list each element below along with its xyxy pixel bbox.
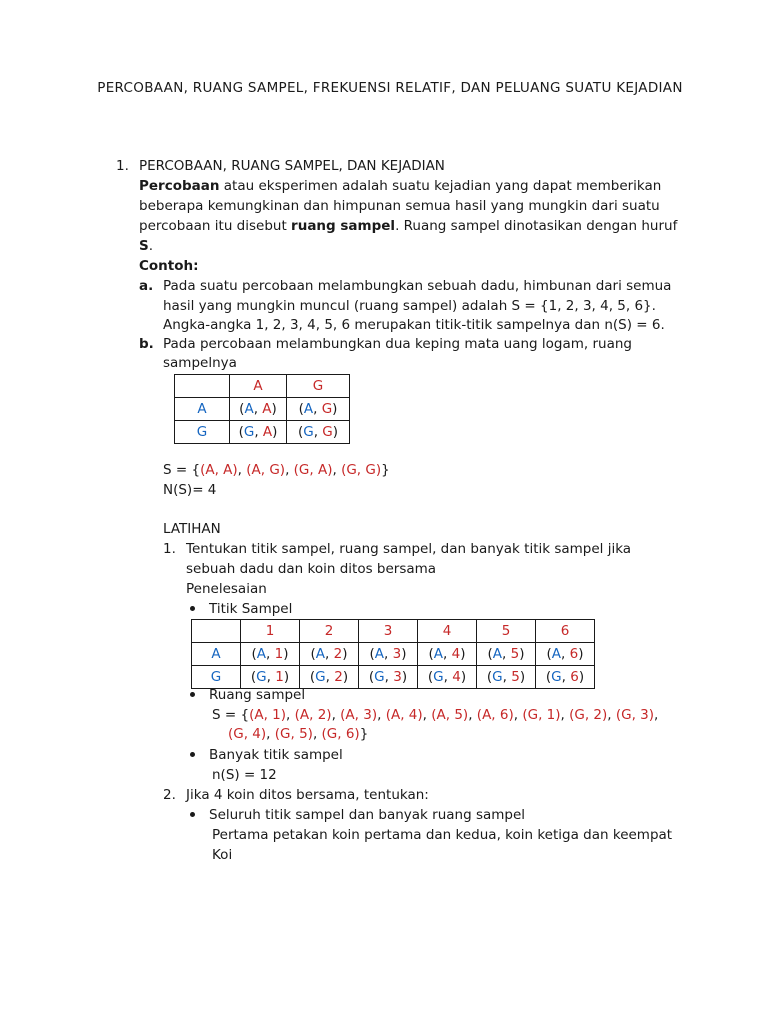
pair-second: 3: [393, 669, 402, 685]
dice-table-cell: [359, 666, 418, 689]
item-b-marker: b.: [139, 336, 154, 352]
sample-point: (A, 2): [294, 707, 332, 723]
pair-comma: ,: [253, 401, 263, 417]
bullet-ruang-sampel: [190, 685, 305, 705]
pair-second: 3: [392, 646, 402, 662]
dice-table-cell: [477, 643, 536, 666]
sample-point: [487, 669, 525, 685]
dice-table-row-label: A: [192, 643, 241, 666]
paren-open: (: [238, 424, 244, 440]
coin-table-cell: [287, 421, 350, 444]
paren-close: ): [401, 669, 408, 685]
paren-open: (: [546, 646, 552, 662]
pair-first: G: [374, 669, 385, 685]
pair-second: A: [262, 424, 273, 440]
paren-open: (: [297, 424, 304, 440]
table-row: [175, 398, 350, 421]
bullet-titik-sampel-label: Titik Sampel: [209, 601, 293, 617]
sample-count-coins: N(S)= 4: [163, 482, 217, 498]
dice-table-header-cell: [192, 620, 241, 643]
sample-point: [239, 424, 278, 440]
pair-first: A: [492, 646, 503, 662]
pair-first: A: [303, 401, 314, 417]
paren-close: ): [271, 401, 277, 417]
pair-comma: ,: [325, 669, 335, 685]
pair-first: G: [256, 669, 267, 685]
sample-point: (G, G): [341, 462, 382, 478]
dice-table-header-row: [192, 620, 595, 643]
sample-point: (A, 3): [340, 707, 378, 723]
sample-point: (G, 2): [569, 707, 608, 723]
pair-comma: ,: [443, 646, 452, 662]
exercise-2-line-2: Pertama petakan koin pertama dan kedua, koin ketiga dan keempat: [212, 827, 673, 843]
sample-count-dice: n(S) = 12: [212, 767, 277, 783]
sample-space-line-1: [212, 705, 658, 725]
sample-point: (A, 4): [385, 707, 423, 723]
separator: ,: [513, 707, 523, 723]
sample-point: (G, 1): [522, 707, 561, 723]
separator: ,: [312, 726, 322, 742]
coin-table-header-cell: [175, 375, 230, 398]
coin-table-cell: [230, 398, 287, 421]
sample-point: [239, 401, 277, 417]
sample-point: [428, 669, 466, 685]
pair-first: G: [433, 669, 444, 685]
pair-comma: ,: [313, 424, 323, 440]
bullet-icon: [190, 752, 195, 757]
exercise-1-number: 1.: [163, 541, 176, 557]
item-a-line-2: hasil yang mungkin muncul (ruang sampel) adalah S = {1, 2, 3, 4, 5, 6}.: [163, 298, 656, 314]
pair-comma: ,: [313, 401, 322, 417]
paren-open: (: [250, 669, 257, 685]
sample-point: [429, 646, 466, 662]
dice-table-cell: [418, 666, 477, 689]
pair-first: A: [315, 646, 326, 662]
sample-point: (G, A): [293, 462, 333, 478]
pair-second: A: [262, 401, 272, 417]
pair-comma: ,: [561, 646, 570, 662]
sample-point: [252, 646, 289, 662]
dice-table-cell: [477, 666, 536, 689]
set-open: S = {: [163, 462, 201, 478]
pair-comma: ,: [325, 646, 334, 662]
exercise-1-line-1: Tentukan titik sampel, ruang sampel, dan banyak titik sampel jika: [186, 541, 632, 557]
sample-point: (G, 6): [321, 726, 360, 742]
sample-point: [546, 669, 584, 685]
dice-table-cell: [359, 643, 418, 666]
paren-close: ): [460, 646, 466, 662]
exercise-2-line-1: Jika 4 koin ditos bersama, tentukan:: [186, 787, 429, 803]
item-b-line-2: sampelnya: [163, 355, 237, 371]
pair-comma: ,: [502, 646, 511, 662]
document-title: PERCOBAAN, RUANG SAMPEL, FREKUENSI RELATIF, DAN PELUANG SUATU KEJADIAN: [97, 80, 683, 96]
bullet-banyak-titik-label: Banyak titik sampel: [209, 747, 343, 763]
coin-table-header-cell: A: [230, 375, 287, 398]
set-close: }: [359, 726, 369, 742]
pair-comma: ,: [384, 669, 394, 685]
exercise-1-solution-label: Penelesaian: [186, 581, 267, 597]
paren-open: (: [310, 646, 316, 662]
item-a-line-3: Angka-angka 1, 2, 3, 4, 5, 6 merupakan titik-titik sampelnya dan n(S) = 6.: [163, 317, 665, 333]
definition-text-3b: . Ruang sampel dinotasikan dengan huruf: [395, 218, 678, 234]
paren-close: ): [578, 646, 584, 662]
pair-second: 1: [275, 669, 284, 685]
pair-second: 1: [274, 646, 284, 662]
exercise-1-line-2: sebuah dadu dan koin ditos bersama: [186, 561, 437, 577]
coin-table-header-cell: G: [287, 375, 350, 398]
separator: ,: [237, 462, 247, 478]
pair-first: G: [315, 669, 326, 685]
pair-first: G: [243, 424, 255, 440]
dice-table-cell: [300, 643, 359, 666]
pair-comma: ,: [502, 669, 512, 685]
paren-close: ): [342, 646, 348, 662]
pair-second: 5: [511, 669, 520, 685]
paren-open: (: [487, 646, 493, 662]
paren-open: (: [545, 669, 552, 685]
paren-close: ): [519, 669, 526, 685]
coin-table-header-row: [175, 375, 350, 398]
pair-first: A: [374, 646, 385, 662]
bullet-ruang-sampel-label: Ruang sampel: [209, 687, 306, 703]
separator: ,: [285, 462, 294, 478]
definition-line-3: [139, 216, 677, 236]
coin-sample-table: [174, 374, 350, 444]
pair-first: A: [256, 646, 267, 662]
dice-table-header-cell: 6: [536, 620, 595, 643]
paren-open: (: [369, 646, 375, 662]
pair-first: A: [551, 646, 562, 662]
paren-open: (: [486, 669, 493, 685]
dice-table-cell: [418, 643, 477, 666]
sample-point: [369, 669, 407, 685]
sample-point: [299, 401, 338, 417]
paren-close: ): [401, 646, 407, 662]
notation-s: S: [139, 238, 149, 254]
exercise-2-line-3: Koi: [212, 847, 233, 863]
pair-comma: ,: [384, 646, 393, 662]
sample-point: (A, A): [200, 462, 238, 478]
dice-table-header-cell: 1: [241, 620, 300, 643]
pair-comma: ,: [254, 424, 263, 440]
set-open: S = {: [212, 707, 250, 723]
dice-table-cell: [536, 643, 595, 666]
separator: ,: [377, 707, 386, 723]
pair-comma: ,: [443, 669, 453, 685]
separator: ,: [607, 707, 616, 723]
dice-table-cell: [241, 643, 300, 666]
pair-second: 6: [570, 669, 579, 685]
latihan-heading: LATIHAN: [163, 521, 221, 537]
bullet-icon: [190, 812, 195, 817]
sample-point: [251, 669, 289, 685]
term-percobaan: Percobaan: [139, 178, 220, 194]
coin-table-cell: [230, 421, 287, 444]
item-a-line-1: Pada suatu percobaan melambungkan sebuah dadu, himbunan dari semua: [163, 278, 672, 294]
sample-point: (G, 4): [228, 726, 267, 742]
pair-first: A: [433, 646, 444, 662]
pair-first: A: [244, 401, 254, 417]
bullet-icon: [190, 606, 195, 611]
definition-line-4: [139, 236, 153, 256]
term-ruang-sampel: ruang sampel: [291, 218, 396, 234]
bullet-icon: [190, 692, 195, 697]
paren-close: ): [342, 669, 349, 685]
pair-second: 6: [569, 646, 579, 662]
sample-point: (G, 5): [274, 726, 313, 742]
dice-table-header-cell: 3: [359, 620, 418, 643]
pair-second: G: [321, 401, 333, 417]
dice-coin-sample-table: [191, 619, 595, 689]
pair-comma: ,: [561, 669, 571, 685]
paren-open: (: [427, 669, 434, 685]
separator: ,: [560, 707, 570, 723]
bullet-titik-sampel: [190, 599, 292, 619]
paren-close: ): [332, 424, 339, 440]
paren-open: (: [251, 646, 257, 662]
dice-table-header-cell: 4: [418, 620, 477, 643]
sample-point: (G, 3): [615, 707, 655, 723]
definition-text-1: atau eksperimen adalah suatu kejadian yang dapat memberikan: [219, 178, 662, 194]
coin-table-row-label: G: [175, 421, 230, 444]
pair-first: G: [551, 669, 562, 685]
table-row: [175, 421, 350, 444]
sample-point: [298, 424, 338, 440]
exercise-2-number: 2.: [163, 787, 176, 803]
pair-first: G: [492, 669, 503, 685]
separator: ,: [332, 462, 342, 478]
sample-point: (A, 1): [249, 707, 287, 723]
dice-table-cell: [300, 666, 359, 689]
paren-open: (: [298, 401, 304, 417]
item-a-marker: a.: [139, 278, 154, 294]
notation-period: .: [148, 238, 154, 254]
pair-first: G: [303, 424, 314, 440]
separator: ,: [331, 707, 341, 723]
sample-space-coins: [163, 460, 390, 480]
paren-close: ): [460, 669, 467, 685]
coin-table-row-label: A: [175, 398, 230, 421]
section-number: 1.: [116, 158, 129, 174]
definition-line-2: beberapa kemungkinan dan himpunan semua hasil yang mungkin dari suatu: [139, 198, 660, 214]
pair-second: 4: [451, 646, 461, 662]
sample-point: [310, 669, 348, 685]
paren-close: ): [332, 401, 338, 417]
bullet-banyak-titik: [190, 745, 343, 765]
sample-point: [311, 646, 348, 662]
paren-open: (: [428, 646, 434, 662]
set-close: }: [381, 462, 390, 478]
separator: ,: [266, 726, 275, 742]
sample-point: (A, 6): [476, 707, 514, 723]
paren-open: (: [239, 401, 245, 417]
definition-line-1: [139, 176, 661, 196]
paren-close: ): [272, 424, 278, 440]
separator: ,: [422, 707, 432, 723]
section-heading: PERCOBAAN, RUANG SAMPEL, DAN KEJADIAN: [139, 158, 445, 174]
coin-table-cell: [287, 398, 350, 421]
sample-point: [370, 646, 407, 662]
pair-comma: ,: [266, 669, 276, 685]
pair-second: 2: [334, 669, 343, 685]
definition-text-3a: percobaan itu disebut: [139, 218, 292, 234]
dice-table-header-cell: 5: [477, 620, 536, 643]
pair-second: G: [322, 424, 333, 440]
sample-space-line-2: [228, 724, 368, 744]
bullet-seluruh-titik: [190, 805, 525, 825]
pair-second: 5: [510, 646, 520, 662]
paren-open: (: [309, 669, 316, 685]
paren-open: (: [368, 669, 375, 685]
separator: ,: [468, 707, 477, 723]
bullet-seluruh-titik-label: Seluruh titik sampel dan banyak ruang sampel: [209, 807, 526, 823]
paren-close: ): [519, 646, 525, 662]
paren-close: ): [283, 646, 289, 662]
separator: ,: [286, 707, 295, 723]
paren-close: ): [578, 669, 585, 685]
table-row: [192, 643, 595, 666]
dice-table-row-label: G: [192, 666, 241, 689]
set-close: ,: [654, 707, 659, 723]
pair-comma: ,: [266, 646, 275, 662]
sample-point: [488, 646, 525, 662]
dice-table-header-cell: 2: [300, 620, 359, 643]
sample-point: (A, 5): [431, 707, 469, 723]
sample-point: [547, 646, 584, 662]
pair-second: 2: [333, 646, 343, 662]
pair-second: 4: [452, 669, 461, 685]
item-b-line-1: Pada percobaan melambungkan dua keping mata uang logam, ruang: [163, 336, 632, 352]
dice-table-cell: [536, 666, 595, 689]
paren-close: ): [283, 669, 290, 685]
contoh-label: Contoh:: [139, 258, 199, 274]
sample-point: (A, G): [246, 462, 286, 478]
